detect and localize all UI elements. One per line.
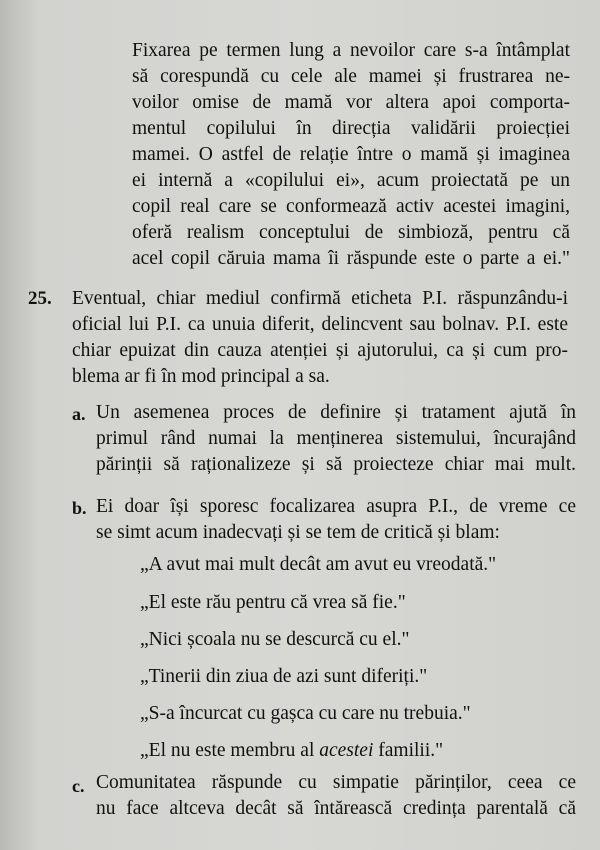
quote-item: „El este rău pentru că vrea să fie." xyxy=(140,592,406,613)
item-line: blema ar fi în mod principal a sa. xyxy=(72,366,330,387)
sub-item-line: primul rând numai la menținerea sistemului, încurajând xyxy=(96,428,576,449)
quote-line: copil real care se conformează activ acestei imagini, xyxy=(132,196,570,217)
sub-item-line: Comunitatea răspunde cu simpatie părinților, ceea ce xyxy=(96,772,576,793)
quote-line: mentul copilului în direcția validării proiecției xyxy=(132,118,570,139)
quote-text: „El nu este membru al xyxy=(140,740,320,761)
quote-line: oferă realism conceptului de simbioză, pentru că xyxy=(132,222,570,243)
quote-emphasis: acestei xyxy=(319,740,374,761)
quote-item: „Nici școala nu se descurcă cu el." xyxy=(140,629,410,650)
sub-item-line: se simt acum inadecvați și se tem de critică și blam: xyxy=(96,522,500,543)
quote-line: ei internă a «copilului ei», acum proiectată pe un xyxy=(132,170,570,191)
sub-item-letter: a. xyxy=(72,404,86,424)
sub-item-letter: c. xyxy=(72,776,85,796)
item-number: 25. xyxy=(28,288,52,309)
quote-line: să corespundă cu cele ale mamei și frustrarea ne- xyxy=(132,66,570,87)
sub-item-line: Un asemenea proces de definire și tratament ajută în xyxy=(96,402,576,423)
quote-text: familii." xyxy=(373,740,444,761)
quote-line: voilor omise de mamă vor altera apoi comporta- xyxy=(132,92,570,113)
quote-item: „Tinerii din ziua de azi sunt diferiți." xyxy=(140,666,428,687)
sub-item-line: părinții să raționalizeze și să proiecteze chiar mai mult. xyxy=(96,454,576,475)
sub-item-line: nu face altceva decât să întărească credința parentală că xyxy=(96,798,576,819)
quote-item: „S-a încurcat cu gașca cu care nu trebuia." xyxy=(140,703,471,724)
sub-item-line: Ei doar își sporesc focalizarea asupra P.I., de vreme ce xyxy=(96,496,576,517)
item-line: chiar epuizat din cauza atenției și ajutorului, ca și cum pro- xyxy=(72,340,568,361)
item-line: oficial lui P.I. ca unuia diferit, delincvent sau bolnav. P.I. este xyxy=(72,314,568,335)
sub-item-letter: b. xyxy=(72,498,87,518)
quote-line: mamei. O astfel de relație între o mamă și imaginea xyxy=(132,144,570,165)
quote-item: „A avut mai mult decât am avut eu vreodată." xyxy=(140,554,497,575)
quote-item-last xyxy=(140,740,443,762)
quote-line: acel copil căruia mama îi răspunde este o parte a ei." xyxy=(132,248,570,269)
quote-line: Fixarea pe termen lung a nevoilor care s-a întâmplat xyxy=(132,40,570,61)
item-line: Eventual, chiar mediul confirmă eticheta P.I. răspunzându-i xyxy=(72,288,568,309)
